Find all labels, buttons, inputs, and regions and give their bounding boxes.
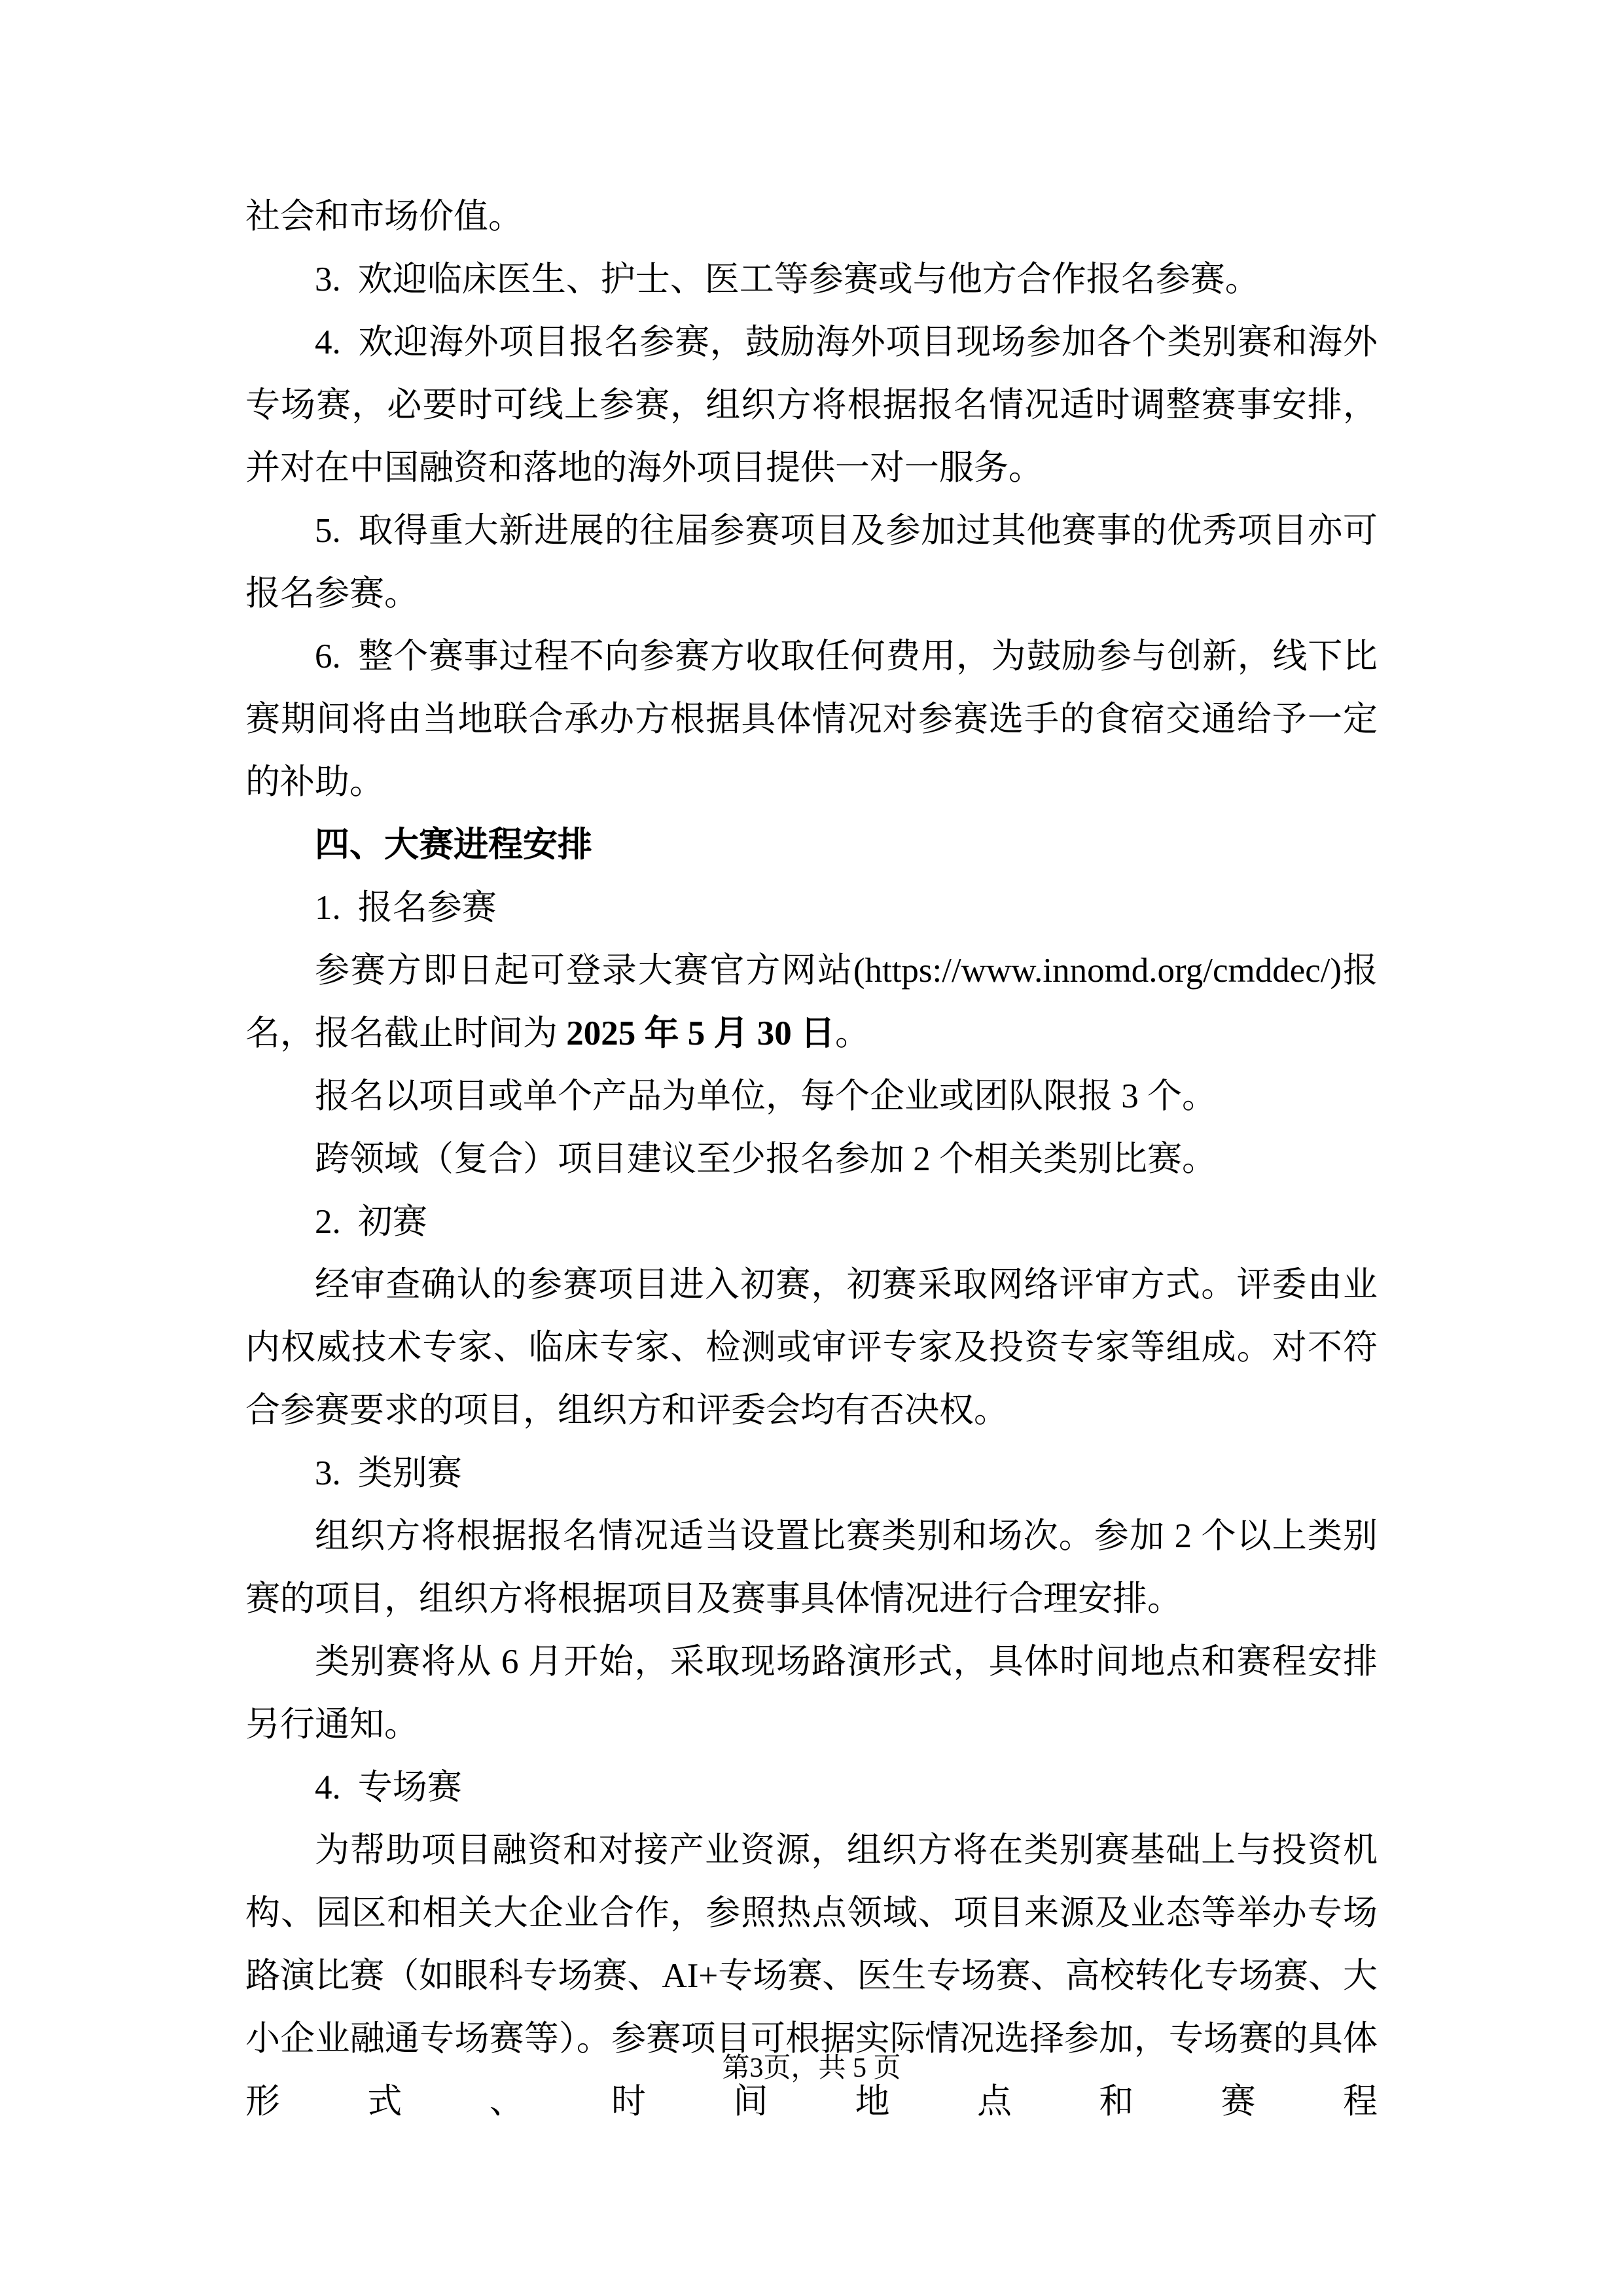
text-run: 组织方将根据报名情况适当设置比赛类别和场次。参加 2 个以上类别赛的项目，组织方将根据项目及赛事具体情况进行合理安排。: [245, 1517, 1378, 1618]
text-run: 报名以项目或单个产品为单位，每个企业或团队限报 3 个。: [315, 1077, 1217, 1115]
text-run: 类别赛将从 6 月开始，采取现场路演形式，具体时间地点和赛程安排另行通知。: [245, 1643, 1378, 1744]
paragraph: [245, 311, 1378, 499]
paragraph: [245, 248, 1378, 311]
paragraph: [245, 1253, 1378, 1442]
text-run: 专场赛: [357, 1768, 462, 1806]
text-run: 跨领域（复合）项目建议至少报名参加 2 个相关类别比赛。: [315, 1140, 1217, 1178]
paragraph: [245, 939, 1378, 1065]
list-number: 3.: [315, 1454, 341, 1492]
text-run: 经审查确认的参赛项目进入初赛，初赛采取网络评审方式。评委由业内权威技术专家、临床专家、检测或审评专家及投资专家等组成。对不符合参赛要求的项目，组织方和评委会均有否决权。: [245, 1266, 1378, 1429]
list-number: 1.: [315, 889, 341, 927]
text-run: 社会和市场价值。: [245, 198, 523, 236]
text-run: 2025 年 5 月 30 日: [566, 1014, 835, 1052]
text-run: 为帮助项目融资和对接产业资源，组织方将在类别赛基础上与投资机构、园区和相关大企业合作，参照热点领域、项目来源及业态等举办专场路演比赛（如眼科专场赛、AI+专场赛、医生专场赛、高校转化专场赛、大小企业融通专场赛等）。参赛项目可根据实际情况选择参加，专场赛的具体形式、时间地点和赛程: [245, 1831, 1378, 2121]
list-number: 3.: [315, 260, 341, 298]
text-run: 报名参赛: [357, 889, 497, 927]
text-run: 四、大赛进程安排: [315, 825, 592, 864]
text-run: 欢迎临床医生、护士、医工等参赛或与他方合作报名参赛。: [357, 260, 1260, 298]
document-body: [245, 185, 1378, 2133]
list-number: 4.: [315, 1768, 341, 1806]
section-heading: [245, 814, 1378, 876]
paragraph: [245, 876, 1378, 939]
paragraph: [245, 499, 1378, 625]
paragraph: [245, 185, 1378, 248]
text-run: 取得重大新进展的往届参赛项目及参加过其他赛事的优秀项目亦可报名参赛。: [245, 512, 1378, 613]
paragraph: [245, 1065, 1378, 1128]
text-run: 参赛方即日起可登录大赛官方网站(https://www.innomd.org/cmddec/)报名，报名截止时间为: [245, 952, 1378, 1052]
paragraph: [245, 1128, 1378, 1191]
text-run: 整个赛事过程不向参赛方收取任何费用，为鼓励参与创新，线下比赛期间将由当地联合承办方根据具体情况对参赛选手的食宿交通给予一定的补助。: [245, 637, 1378, 801]
list-number: 2.: [315, 1203, 341, 1241]
list-number: 5.: [315, 512, 341, 550]
page-footer: 第3页，共 5 页: [722, 2053, 901, 2083]
text-run: 。: [835, 1014, 870, 1052]
text-run: 类别赛: [357, 1454, 462, 1492]
paragraph: [245, 1630, 1378, 1756]
paragraph: [245, 1505, 1378, 1630]
paragraph: [245, 1191, 1378, 1253]
paragraph: [245, 625, 1378, 814]
text-run: 初赛: [357, 1203, 427, 1241]
list-number: 6.: [315, 637, 341, 675]
text-run: 欢迎海外项目报名参赛，鼓励海外项目现场参加各个类别赛和海外专场赛，必要时可线上参赛，组织方将根据报名情况适时调整赛事安排，并对在中国融资和落地的海外项目提供一对一服务。: [245, 323, 1378, 487]
list-number: 4.: [315, 323, 341, 361]
paragraph: [245, 1442, 1378, 1505]
paragraph: [245, 1756, 1378, 1819]
